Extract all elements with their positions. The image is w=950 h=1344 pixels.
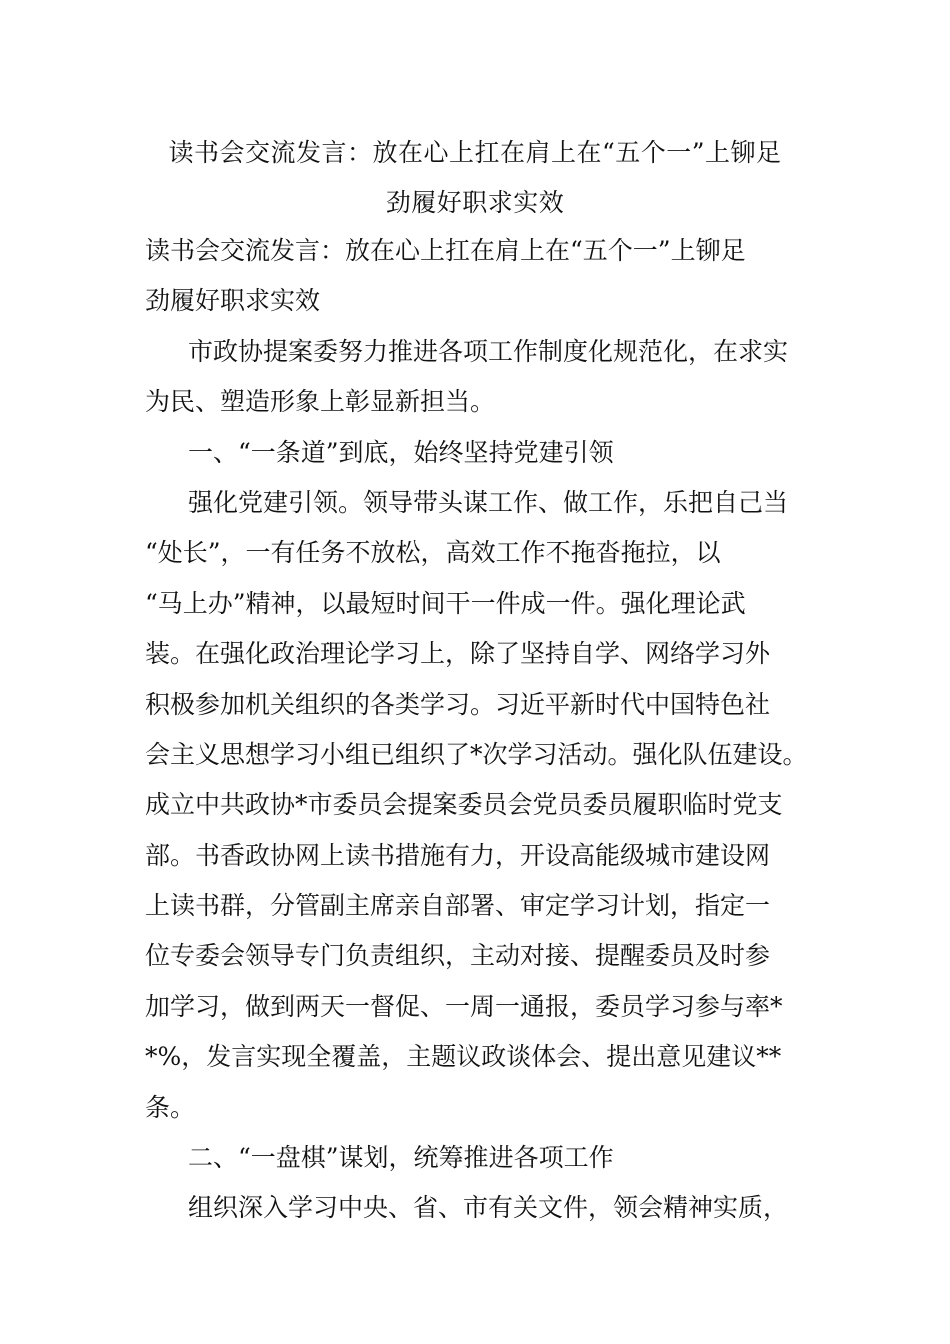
body-line: 市政协提案委努力推进各项工作制度化规范化，在求实: [188, 336, 789, 366]
body-line: 为民、塑造形象上彰显新担当。: [145, 387, 496, 417]
body-line: 读书会交流发言：放在心上扛在肩上在“五个一”上铆足: [145, 236, 746, 265]
document-body: [145, 226, 817, 1234]
title-line-2: 劲履好职求实效: [385, 188, 565, 217]
body-line: 位专委会领导专门负责组织，主动对接、提醒委员及时参: [145, 941, 771, 971]
body-line: “马上办”精神，以最短时间干一件成一件。强化理论武: [145, 588, 746, 618]
body-line: 成立中共政协*市委员会提案委员会党员委员履职临时党支: [145, 790, 783, 820]
body-line: *%，发言实现全覆盖，主题议政谈体会、提出意见建议**: [145, 1042, 782, 1072]
body-line: “处长”，一有任务不放松，高效工作不拖沓拖拉，以: [145, 538, 721, 568]
body-line: 上读书群，分管副主席亲自部署、审定学习计划，指定一: [145, 891, 771, 921]
document-title: [0, 128, 950, 228]
title-line-1: 读书会交流发言：放在心上扛在肩上在“五个一”上铆足: [168, 138, 782, 167]
body-line: 二、“一盘棋”谋划，统筹推进各项工作: [188, 1143, 614, 1173]
body-line: 装。在强化政治理论学习上，除了坚持自学、网络学习外: [145, 639, 771, 669]
body-line: 劲履好职求实效: [145, 286, 321, 316]
body-line: 积极参加机关组织的各类学习。习近平新时代中国特色社: [145, 689, 771, 719]
body-line: 加学习，做到两天一督促、一周一通报，委员学习参与率*: [145, 991, 783, 1021]
body-line: 强化党建引领。领导带头谋工作、做工作，乐把自己当: [188, 487, 789, 517]
body-line: 会主义思想学习小组已组织了*次学习活动。强化队伍建设。: [145, 739, 808, 769]
body-line: 部。书香政协网上读书措施有力，开设高能级城市建设网: [145, 840, 771, 870]
body-line: 组织深入学习中央、省、市有关文件，领会精神实质，: [188, 1193, 789, 1223]
body-line: 条。: [145, 1092, 196, 1122]
body-line: 一、“一条道”到底，始终坚持党建引领: [188, 437, 614, 467]
